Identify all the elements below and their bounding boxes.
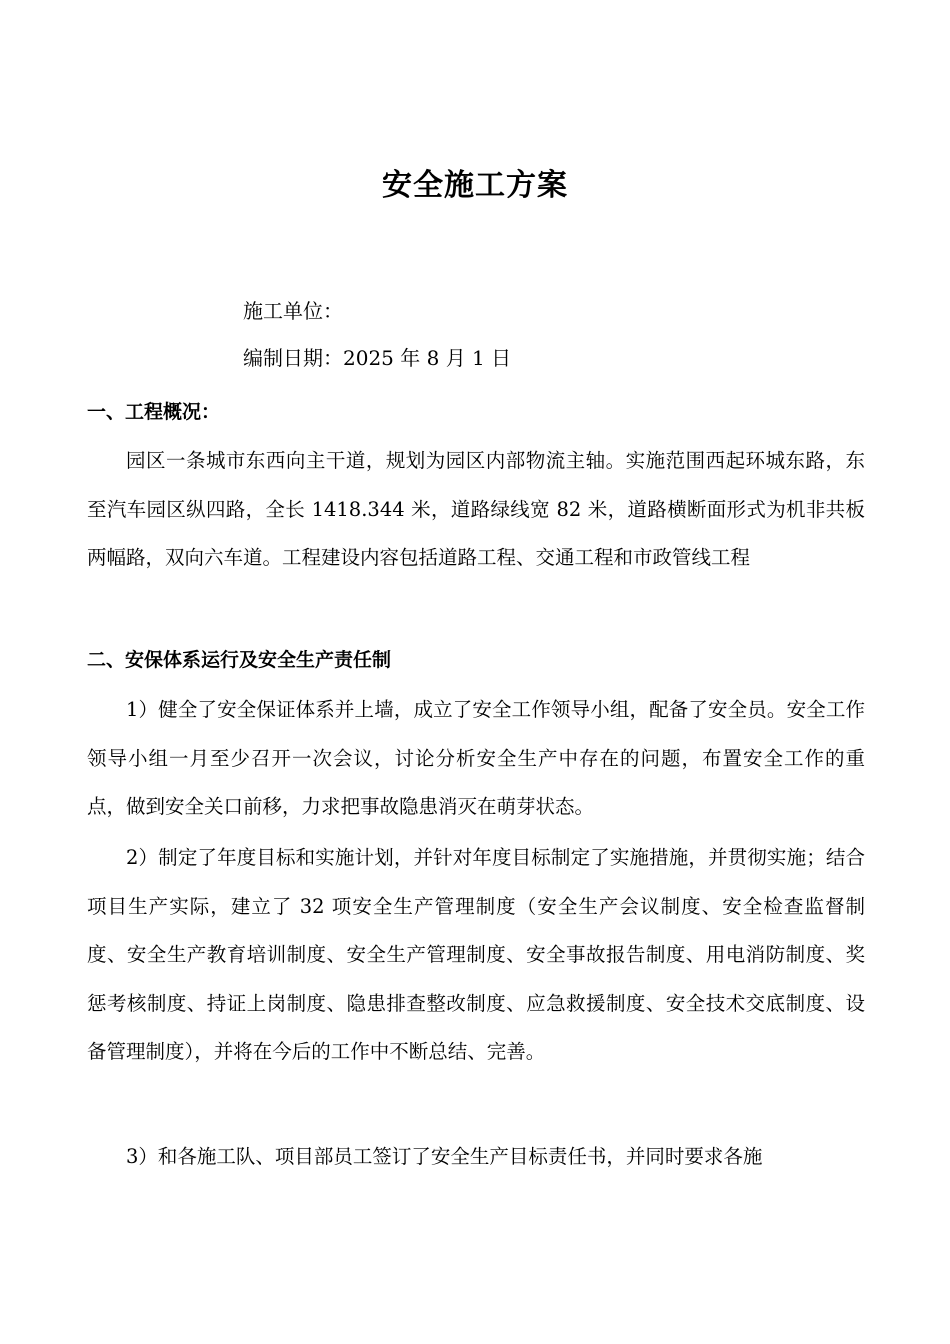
safety-paragraph-2: 2）制定了年度目标和实施计划，并针对年度目标制定了实施措施，并贯彻实施；结合项目生产实际，建立了 32 项安全生产管理制度（安全生产会议制度、安全检查监督制度、安全生产教育培训制度、安全生产管理制度、安全事故报告制度、用电消防制度、奖惩考核制度、持证上岗制度、隐患排查整改制度、应急救援制度、安全技术交底制度、设备管理制度），并将在今后的工作中不断总结、完善。 <box>87 846 865 1063</box>
safety-paragraph-1: 1）健全了安全保证体系并上墙，成立了安全工作领导小组，配备了安全员。安全工作领导小组一月至少召开一次会议，讨论分析安全生产中存在的问题，布置安全工作的重点，做到安全关口前移，力求把事故隐患消灭在萌芽状态。 <box>87 698 865 818</box>
section-heading-overview: 一、工程概况： <box>87 401 221 423</box>
compile-date-line: 编制日期：2025 年 8 月 1 日 <box>243 346 512 370</box>
document-title: 安全施工方案 <box>382 168 568 203</box>
section-heading-safety-system: 二、安保体系运行及安全生产责任制 <box>87 649 392 671</box>
overview-paragraph: 园区一条城市东西向主干道，规划为园区内部物流主轴。实施范围西起环城东路，东至汽车园区纵四路，全长 1418.344 米，道路绿线宽 82 米，道路横断面形式为机非共板两幅路，双向六车道。工程建设内容包括道路工程、交通工程和市政管线工程 <box>87 449 865 569</box>
construction-unit-line: 施工单位： <box>243 299 343 323</box>
safety-paragraph-3: 3）和各施工队、项目部员工签订了安全生产目标责任书，并同时要求各施 <box>126 1145 763 1168</box>
